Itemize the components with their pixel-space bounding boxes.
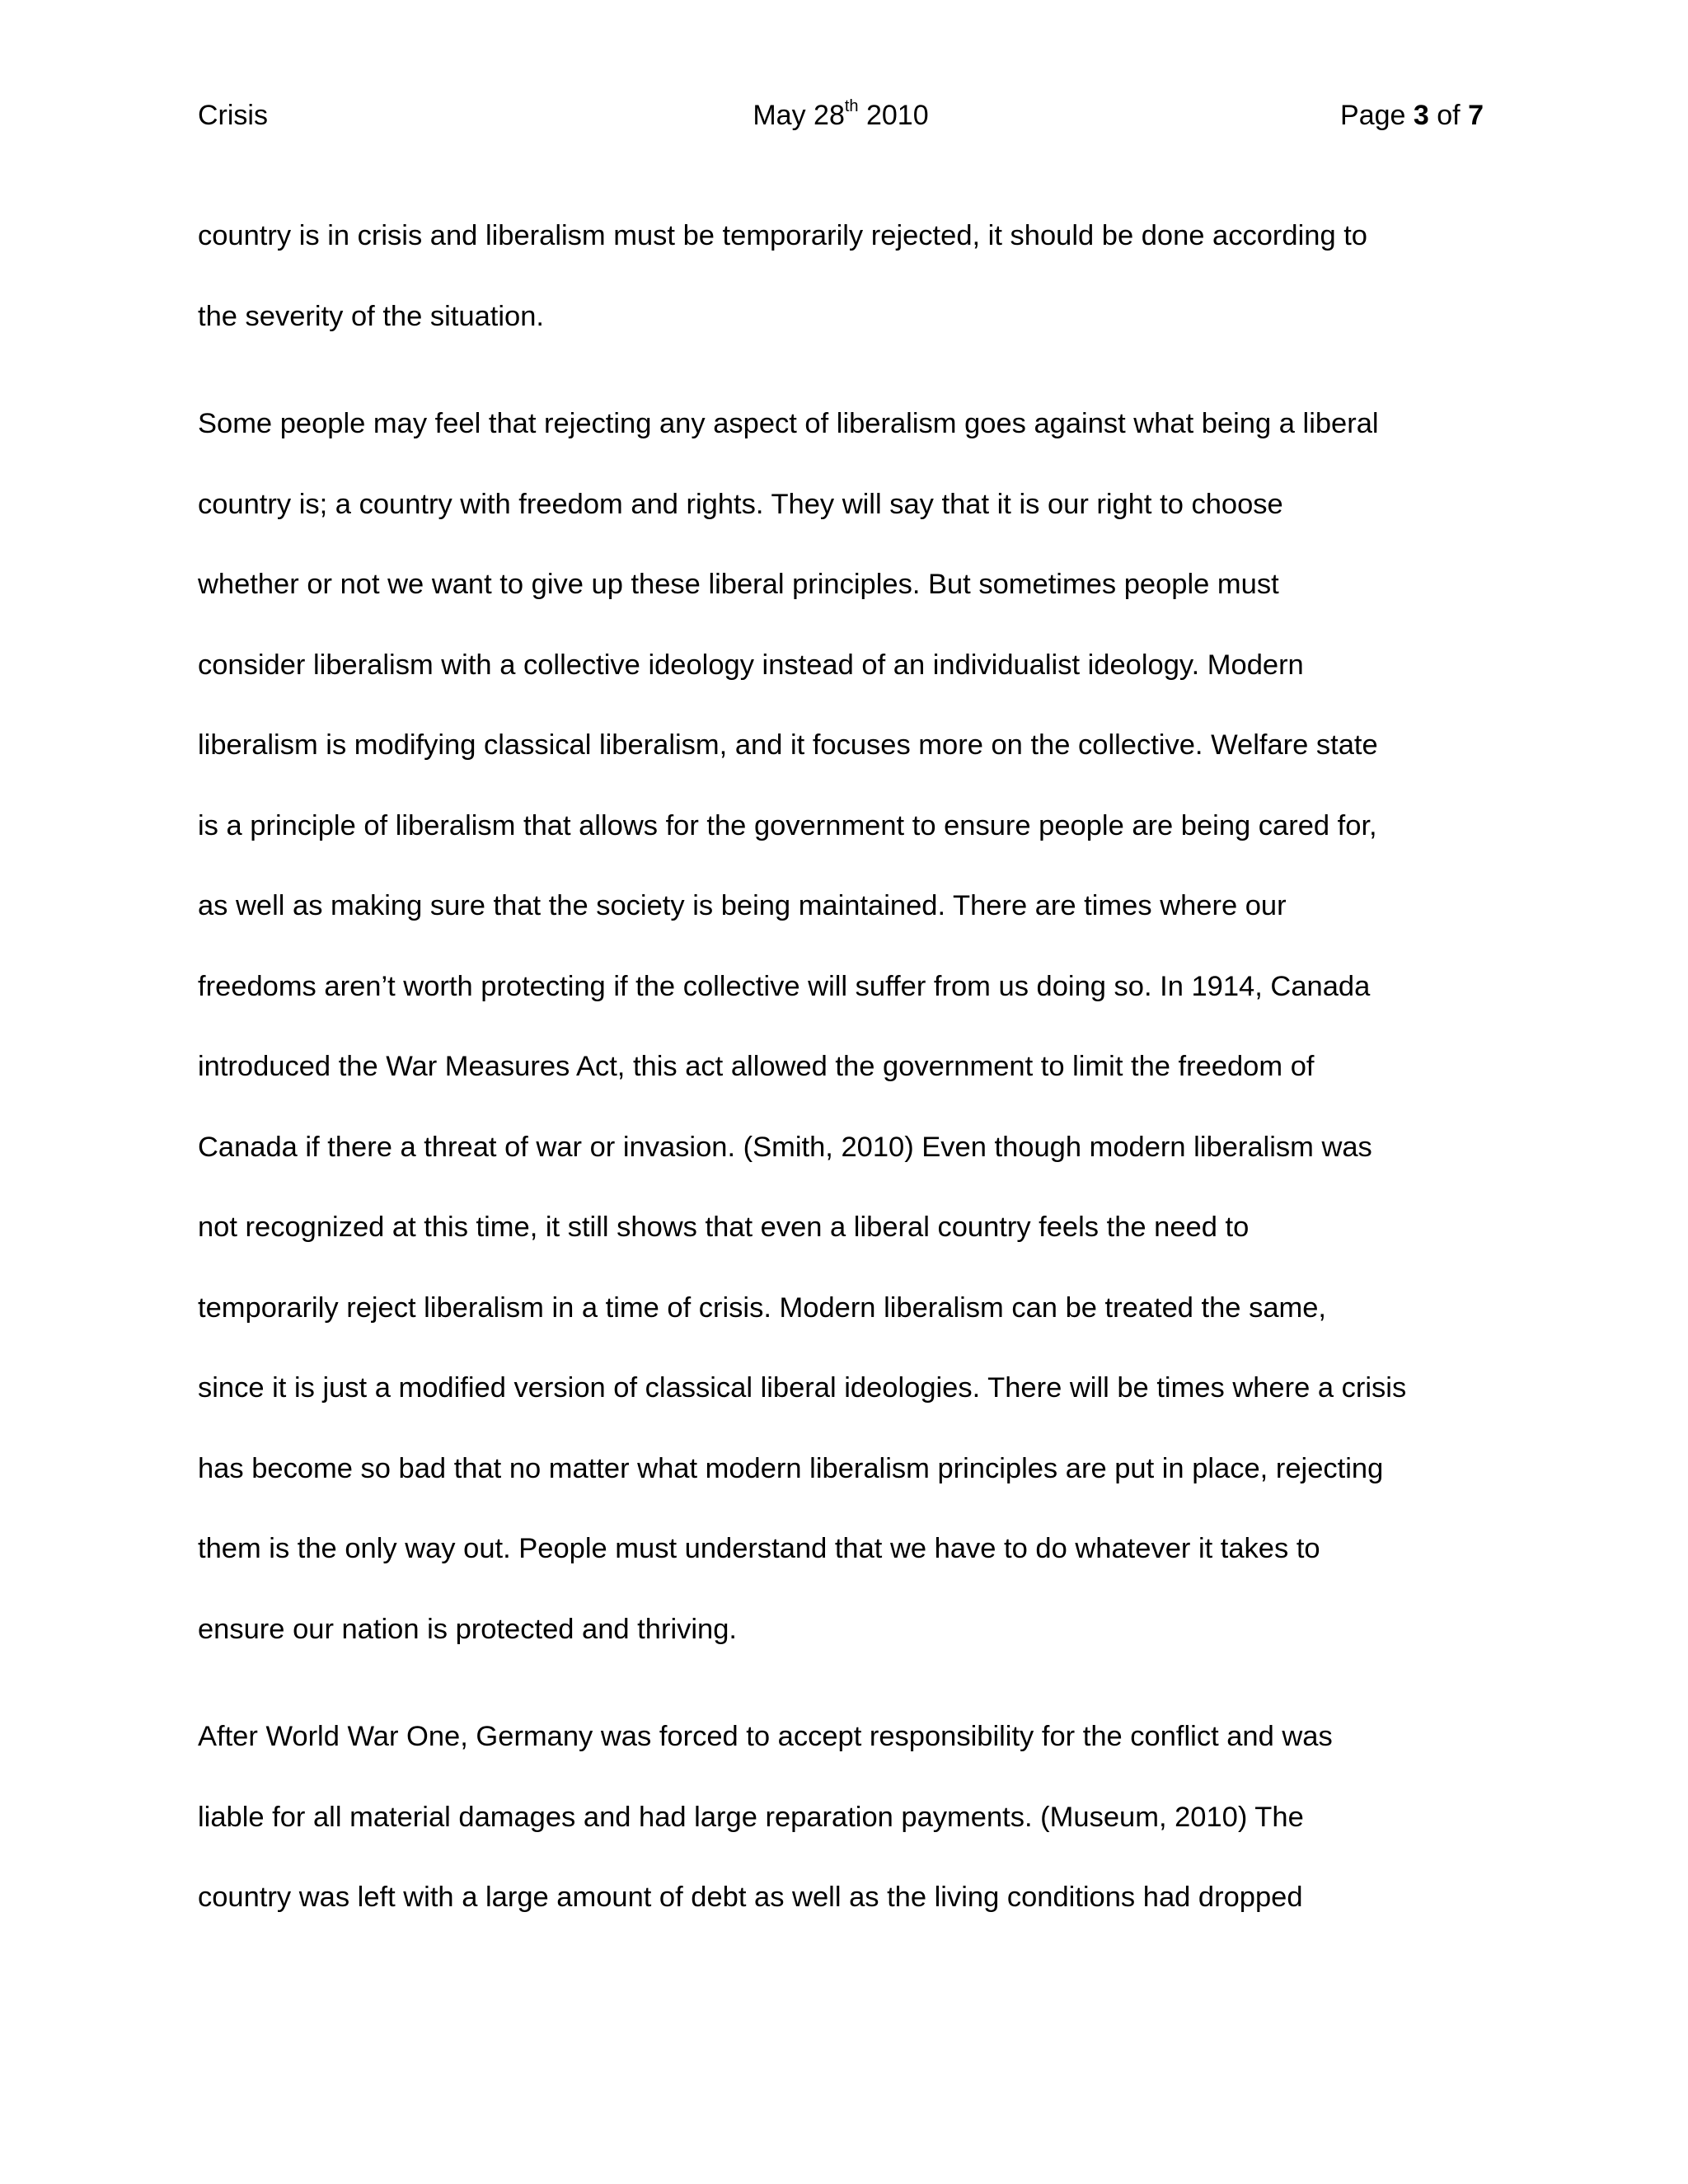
text-line: country was left with a large amount of debt as well as the living conditions had dropped (198, 1882, 1303, 1913)
page-current: 3 (1413, 100, 1429, 131)
header-date-ordinal: th (844, 96, 859, 115)
header-date-year: 2010 (858, 100, 929, 131)
text-line: since it is just a modified version of classical liberal ideologies. There will be times where a crisis (198, 1372, 1407, 1404)
paragraph-1 (198, 196, 1517, 357)
text-line: ensure our nation is protected and thriving. (198, 1613, 737, 1645)
text-line: Some people may feel that rejecting any aspect of liberalism goes against what being a liberal (198, 408, 1379, 439)
text-line: After World War One, Germany was forced to accept responsibility for the conflict and was (198, 1721, 1333, 1752)
page-of: of (1428, 100, 1469, 131)
text-line: is a principle of liberalism that allows for the government to ensure people are being cared for, (198, 809, 1377, 841)
text-line: temporarily reject liberalism in a time of crisis. Modern liberalism can be treated the same, (198, 1291, 1327, 1324)
text-line: liable for all material damages and had large reparation payments. (Museum, 2010) The (198, 1801, 1304, 1833)
text-line: whether or not we want to give up these liberal principles. But sometimes people must (198, 569, 1279, 600)
text-line: them is the only way out. People must understand that we have to do whatever it takes to (198, 1533, 1320, 1564)
text-line: country is; a country with freedom and rights. They will say that it is our right to choose (198, 488, 1283, 520)
paragraph-2 (198, 384, 1517, 1670)
text-line: not recognized at this time, it still shows that even a liberal country feels the need to (198, 1212, 1250, 1243)
page-word: Page (1340, 100, 1414, 131)
body-text (198, 196, 1517, 1938)
header-date-day: May 28 (753, 100, 845, 131)
text-line: as well as making sure that the society is being maintained. There are times where our (198, 890, 1287, 921)
text-line: liberalism is modifying classical liberalism, and it focuses more on the collective. Welfare state (198, 729, 1378, 761)
text-line: Canada if there a threat of war or invasion. (Smith, 2010) Even though modern liberalism was (198, 1131, 1372, 1163)
header-title: Crisis (198, 100, 268, 131)
text-line: freedoms aren’t worth protecting if the collective will suffer from us doing so. In 1914, Canada (198, 970, 1371, 1002)
text-line: has become so bad that no matter what modern liberalism principles are put in place, rejecting (198, 1452, 1384, 1484)
page-header (198, 91, 1484, 140)
page-total: 7 (1468, 100, 1484, 131)
header-page-number (1340, 91, 1484, 140)
text-line: consider liberalism with a collective ideology instead of an individualist ideology. Modern (198, 649, 1304, 681)
text-line: the severity of the situation. (198, 300, 544, 332)
paragraph-3 (198, 1697, 1517, 1938)
text-line: country is in crisis and liberalism must be temporarily rejected, it should be done according to (198, 220, 1367, 251)
header-date (198, 91, 1484, 140)
text-line: introduced the War Measures Act, this act allowed the government to limit the freedom of (198, 1051, 1315, 1082)
